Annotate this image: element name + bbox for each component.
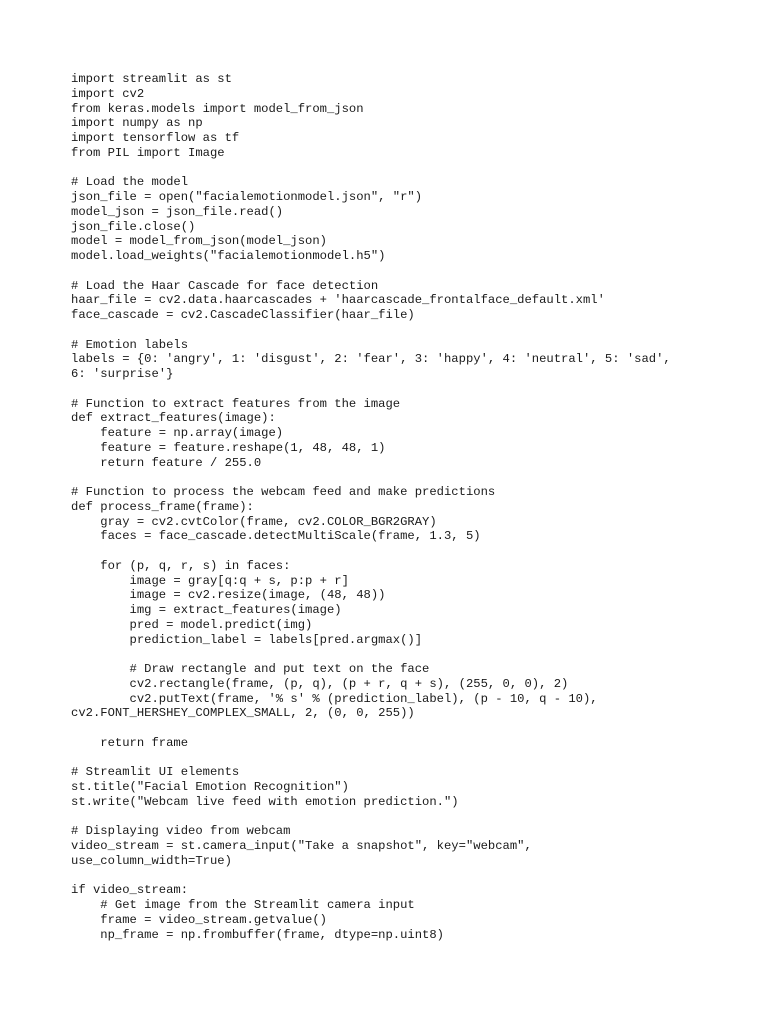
code-line: prediction_label = labels[pred.argmax()] <box>71 632 423 647</box>
code-line <box>71 810 671 825</box>
code-line: import cv2 <box>71 86 145 101</box>
code-line: img = extract_features(image) <box>71 603 342 617</box>
code-line <box>71 544 671 559</box>
code-line <box>71 323 671 338</box>
code-line: for (p, q, r, s) in faces: <box>71 558 291 573</box>
code-line: video_stream = st.camera_input("Take a snapshot", key="webcam", <box>71 839 532 853</box>
code-line: st.write("Webcam live feed with emotion prediction.") <box>71 794 459 809</box>
code-line: faces = face_cascade.detectMultiScale(frame, 1.3, 5) <box>71 529 481 544</box>
code-line: image = gray[q:q + s, p:p + r] <box>71 573 349 588</box>
code-line <box>71 470 671 485</box>
code-line: from PIL import Image <box>71 145 225 160</box>
code-line: def extract_features(image): <box>71 411 276 426</box>
code-line: import numpy as np <box>71 116 203 131</box>
code-line: # Draw rectangle and put text on the face <box>71 662 430 676</box>
code-line: cv2.FONT_HERSHEY_COMPLEX_SMALL, 2, (0, 0, 255)) <box>71 706 415 721</box>
code-line: np_frame = np.frombuffer(frame, dtype=np.uint8) <box>71 927 444 942</box>
code-line: return feature / 255.0 <box>71 455 262 470</box>
code-line: # Load the model <box>71 175 189 190</box>
code-line: frame = video_stream.getvalue() <box>71 912 327 927</box>
code-line: model.load_weights("facialemotionmodel.h5") <box>71 249 386 263</box>
code-line: json_file = open("facialemotionmodel.json", "r") <box>71 190 423 204</box>
code-line: gray = cv2.cvtColor(frame, cv2.COLOR_BGR2GRAY) <box>71 514 437 529</box>
code-line: # Streamlit UI elements <box>71 765 240 780</box>
code-line: return frame <box>71 735 189 750</box>
code-line: json_file.close() <box>71 219 196 234</box>
code-line <box>71 382 671 397</box>
code-line: # Function to extract features from the image <box>71 396 401 411</box>
code-line: model = model_from_json(model_json) <box>71 234 327 249</box>
code-line: # Get image from the Streamlit camera input <box>71 898 415 912</box>
code-line: use_column_width=True) <box>71 853 232 868</box>
code-line: import streamlit as st <box>71 72 232 86</box>
code-line: haar_file = cv2.data.haarcascades + 'haarcascade_frontalface_default.xml' <box>71 293 605 308</box>
code-line: labels = {0: 'angry', 1: 'disgust', 2: 'fear', 3: 'happy', 4: 'neutral', 5: 'sad', <box>71 352 671 367</box>
code-line: feature = feature.reshape(1, 48, 48, 1) <box>71 440 386 455</box>
code-line: # Emotion labels <box>71 337 189 352</box>
code-line: pred = model.predict(img) <box>71 617 313 632</box>
code-line: from keras.models import model_from_json <box>71 101 364 116</box>
code-line <box>71 264 671 279</box>
code-line: # Load the Haar Cascade for face detection <box>71 278 379 293</box>
code-line: cv2.rectangle(frame, (p, q), (p + r, q + s), (255, 0, 0), 2) <box>71 676 569 691</box>
code-line: image = cv2.resize(image, (48, 48)) <box>71 588 386 603</box>
code-line: def process_frame(frame): <box>71 499 254 514</box>
code-line: face_cascade = cv2.CascadeClassifier(haar_file) <box>71 308 415 322</box>
code-line <box>71 721 671 736</box>
code-line: if video_stream: <box>71 883 189 898</box>
code-block <box>71 72 671 942</box>
code-line <box>71 647 671 662</box>
code-line: feature = np.array(image) <box>71 426 284 440</box>
code-line <box>71 751 671 766</box>
code-line: # Displaying video from webcam <box>71 824 291 839</box>
code-line: model_json = json_file.read() <box>71 204 284 219</box>
code-line: import tensorflow as tf <box>71 131 240 145</box>
code-line: st.title("Facial Emotion Recognition") <box>71 780 349 794</box>
code-line <box>71 869 671 884</box>
code-line: # Function to process the webcam feed and make predictions <box>71 485 496 499</box>
code-line <box>71 161 671 176</box>
code-line: cv2.putText(frame, '% s' % (prediction_label), (p - 10, q - 10), <box>71 691 598 706</box>
code-line: 6: 'surprise'} <box>71 367 174 381</box>
